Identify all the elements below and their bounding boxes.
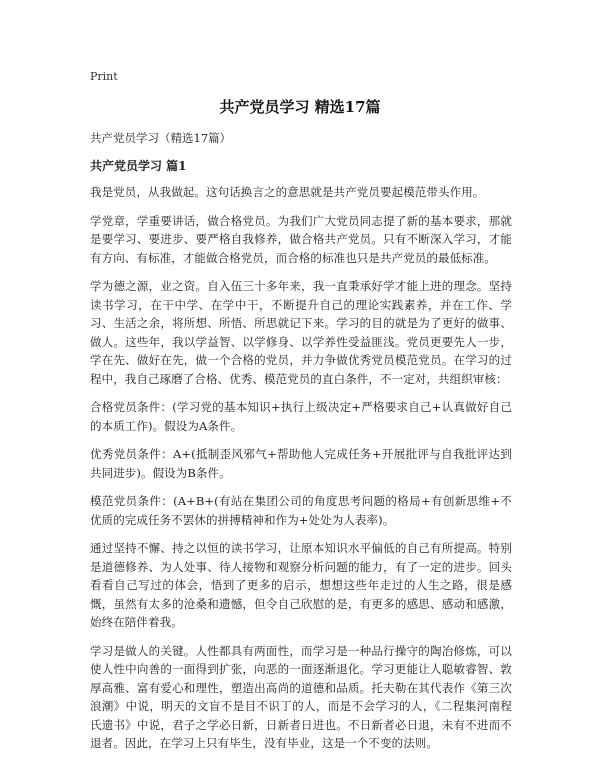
paragraph-8: 学习是做人的关键。人性都具有两面性，而学习是一种品行操守的陶冶修炼，可以使人性中向善的一面得到扩张，向恶的一面逐渐退化。学习更能让人聪敏睿智、敦厚高雅、富有爱心和理性，塑造出高尚的道德和品质。托夫勒在其代表作《第三次浪潮》中说，明天的文盲不是目不识丁的人，而是不会学习的人，《二程集河南程氏遗书》中说，君子之学必日新，日新者日进也。不日新者必日退，未有不进而不退者。因此，在学习上只有毕生，没有毕业，这是一个不变的法则。 [90, 643, 512, 750]
section-heading: 共产党员学习 篇1 [90, 159, 187, 173]
paragraph-3: 学为德之源，业之资。自入伍三十多年来，我一直秉承好学才能上进的理念。坚持读书学习，在干中学、在学中干，不断提升自己的理论实践素养，并在工作、学习、生活之余，将所想、所悟、所思就记下来。学习的目的就是为了更好的做事、做人。这些年，我以学益智、以学修身、以学养性受益匪浅。党员更要先人一步，学在先、做好在先，做一个合格的党员，并力争做优秀党员模范党员。在学习的过程中，我自己琢磨了合格、优秀、模范党员的直白条件，不一定对，共组织审核： [90, 279, 512, 386]
paragraph-5: 优秀党员条件：A+(抵制歪风邪气+帮助他人完成任务+开展批评与自我批评达到共同进步)。假设为B条件。 [90, 447, 512, 480]
paragraph-4: 合格党员条件：(学习党的基本知识+执行上级决定+严格要求自己+认真做好自己的本质工作)。假设为A条件。 [90, 400, 512, 433]
print-link[interactable]: Print [90, 70, 118, 83]
document-title: 共产党员学习 精选17篇 [219, 98, 381, 116]
paragraph-6: 模范党员条件：(A+B+(有站在集团公司的角度思考问题的格局+有创新思维+不优质的完成任务不罢休的拼搏精神和作为+处处为人表率)。 [90, 494, 512, 527]
document-body [90, 130, 512, 763]
paragraph-2: 学党章，学重要讲话，做合格党员。为我们广大党员同志提了新的基本要求，那就是要学习、要进步、要严格自我修养，做合格共产党员。只有不断深入学习，才能有方向、有标准，才能做合格党员，而合格的标准也只是共产党员的最低标准。 [90, 213, 512, 265]
paragraph-7: 通过坚持不懈、持之以恒的读书学习，让原本知识水平偏低的自己有所提高。特别是道德修养、为人处事、待人接物和观察分析问题的能力，有了一定的进步。回头看看自己写过的体会，悟到了更多的启示，想想这些年走过的人生之路，很是感慨，虽然有太多的沧桑和遗憾，但令自己欣慰的是，有更多的感思、感动和感激，始终在陪伴着我。 [90, 541, 512, 629]
document-subtitle: 共产党员学习（精选17篇） [90, 131, 232, 145]
paragraph-1: 我是党员，从我做起。这句话换言之的意思就是共产党员要起模范带头作用。 [90, 185, 485, 199]
